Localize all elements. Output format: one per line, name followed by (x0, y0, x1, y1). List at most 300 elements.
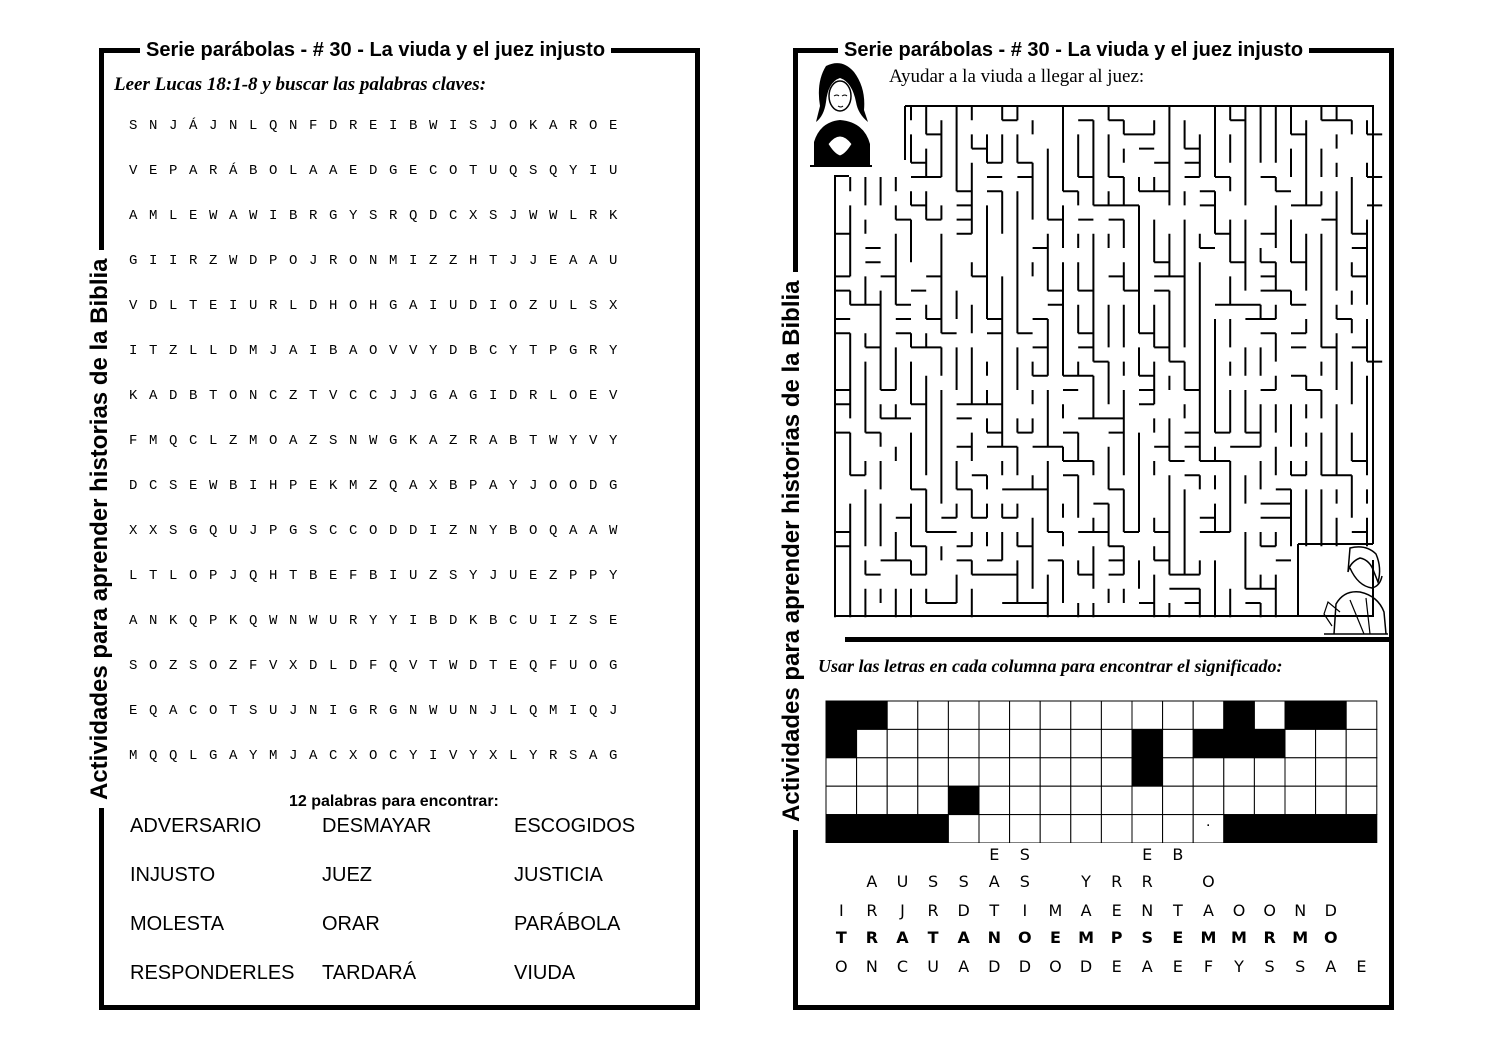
grid-letter[interactable]: E (189, 208, 198, 224)
grid-letter[interactable]: A (309, 163, 318, 179)
grid-letter[interactable]: S (329, 433, 338, 449)
grid-letter[interactable]: I (429, 523, 438, 539)
grid-letter[interactable]: S (169, 478, 178, 494)
grid-letter[interactable]: A (229, 208, 238, 224)
grid-letter[interactable]: R (569, 118, 578, 134)
answer-cell[interactable] (1101, 729, 1132, 757)
answer-cell[interactable] (857, 729, 888, 757)
grid-letter[interactable]: S (529, 163, 538, 179)
grid-letter[interactable]: V (269, 658, 278, 674)
grid-letter[interactable]: Z (449, 523, 458, 539)
answer-cell[interactable] (887, 729, 918, 757)
grid-letter[interactable]: I (489, 298, 498, 314)
grid-letter[interactable]: Y (469, 748, 478, 764)
grid-letter[interactable]: Q (189, 613, 198, 629)
answer-cell[interactable] (1224, 758, 1255, 786)
grid-letter[interactable]: L (129, 568, 138, 584)
grid-letter[interactable]: A (409, 298, 418, 314)
grid-letter[interactable]: G (569, 343, 578, 359)
grid-letter[interactable]: U (229, 523, 238, 539)
answer-cell[interactable] (887, 701, 918, 729)
grid-letter[interactable]: D (449, 613, 458, 629)
answer-cell[interactable] (1193, 758, 1224, 786)
grid-letter[interactable]: W (529, 208, 538, 224)
grid-letter[interactable]: G (349, 703, 358, 719)
grid-letter[interactable]: O (289, 253, 298, 269)
grid-letter[interactable]: T (149, 343, 158, 359)
grid-letter[interactable]: E (309, 478, 318, 494)
grid-letter[interactable]: L (169, 208, 178, 224)
grid-letter[interactable]: E (369, 118, 378, 134)
answer-cell[interactable] (1010, 701, 1041, 729)
grid-letter[interactable]: C (189, 433, 198, 449)
grid-letter[interactable]: Z (209, 253, 218, 269)
grid-letter[interactable]: B (489, 613, 498, 629)
grid-letter[interactable]: O (569, 478, 578, 494)
grid-letter[interactable]: E (209, 298, 218, 314)
grid-letter[interactable]: S (469, 118, 478, 134)
grid-letter[interactable]: W (429, 118, 438, 134)
grid-letter[interactable]: I (449, 118, 458, 134)
grid-letter[interactable]: Q (209, 523, 218, 539)
grid-letter[interactable]: W (209, 208, 218, 224)
grid-letter[interactable]: T (529, 343, 538, 359)
answer-cell[interactable] (1040, 815, 1071, 843)
grid-letter[interactable]: O (229, 388, 238, 404)
grid-letter[interactable]: G (609, 748, 618, 764)
grid-letter[interactable]: Y (529, 748, 538, 764)
answer-cell[interactable] (857, 786, 888, 814)
grid-letter[interactable]: Y (569, 163, 578, 179)
answer-cell[interactable] (1346, 758, 1377, 786)
grid-letter[interactable]: O (189, 568, 198, 584)
grid-letter[interactable]: Q (249, 568, 258, 584)
grid-letter[interactable]: E (189, 478, 198, 494)
grid-letter[interactable]: I (409, 613, 418, 629)
grid-letter[interactable]: K (329, 478, 338, 494)
grid-letter[interactable]: Q (169, 433, 178, 449)
grid-letter[interactable]: L (169, 568, 178, 584)
grid-letter[interactable]: O (209, 703, 218, 719)
grid-letter[interactable]: E (609, 613, 618, 629)
grid-letter[interactable]: J (169, 118, 178, 134)
grid-letter[interactable]: T (469, 163, 478, 179)
grid-letter[interactable]: E (549, 253, 558, 269)
grid-letter[interactable]: W (269, 613, 278, 629)
grid-letter[interactable]: O (529, 523, 538, 539)
grid-letter[interactable]: Q (529, 703, 538, 719)
grid-letter[interactable]: N (149, 118, 158, 134)
answer-cell[interactable] (948, 701, 979, 729)
grid-letter[interactable]: Q (509, 163, 518, 179)
grid-letter[interactable]: T (209, 388, 218, 404)
grid-letter[interactable]: O (269, 433, 278, 449)
grid-letter[interactable]: T (289, 568, 298, 584)
grid-letter[interactable]: F (349, 568, 358, 584)
grid-letter[interactable]: J (489, 118, 498, 134)
grid-letter[interactable]: F (249, 658, 258, 674)
grid-letter[interactable]: I (169, 253, 178, 269)
grid-letter[interactable]: R (529, 388, 538, 404)
grid-letter[interactable]: U (449, 298, 458, 314)
grid-letter[interactable]: Q (389, 658, 398, 674)
grid-letter[interactable]: O (509, 118, 518, 134)
grid-letter[interactable]: N (309, 703, 318, 719)
grid-letter[interactable]: H (329, 298, 338, 314)
grid-letter[interactable]: W (449, 658, 458, 674)
grid-letter[interactable]: C (329, 523, 338, 539)
grid-letter[interactable]: V (409, 343, 418, 359)
grid-letter[interactable]: N (469, 523, 478, 539)
grid-letter[interactable]: I (429, 298, 438, 314)
grid-letter[interactable]: S (449, 568, 458, 584)
answer-cell[interactable] (1071, 701, 1102, 729)
grid-letter[interactable]: B (469, 343, 478, 359)
grid-letter[interactable]: N (409, 703, 418, 719)
grid-letter[interactable]: P (269, 253, 278, 269)
grid-letter[interactable]: C (349, 388, 358, 404)
grid-letter[interactable]: D (129, 478, 138, 494)
grid-letter[interactable]: G (429, 388, 438, 404)
answer-cell[interactable] (1010, 815, 1041, 843)
grid-letter[interactable]: R (369, 703, 378, 719)
grid-letter[interactable]: U (409, 568, 418, 584)
answer-cell[interactable] (979, 729, 1010, 757)
grid-letter[interactable]: S (249, 703, 258, 719)
grid-letter[interactable]: J (529, 478, 538, 494)
grid-letter[interactable]: J (289, 703, 298, 719)
grid-letter[interactable]: N (349, 433, 358, 449)
grid-letter[interactable]: J (389, 388, 398, 404)
grid-letter[interactable]: D (509, 388, 518, 404)
answer-cell[interactable] (1316, 786, 1347, 814)
grid-letter[interactable]: A (409, 478, 418, 494)
grid-letter[interactable]: B (509, 433, 518, 449)
grid-letter[interactable]: L (329, 658, 338, 674)
grid-letter[interactable]: C (429, 163, 438, 179)
grid-letter[interactable]: Y (469, 568, 478, 584)
grid-letter[interactable]: P (169, 163, 178, 179)
grid-letter[interactable]: D (229, 343, 238, 359)
grid-letter[interactable]: Z (229, 658, 238, 674)
grid-letter[interactable]: Y (509, 343, 518, 359)
grid-letter[interactable]: A (229, 748, 238, 764)
grid-letter[interactable]: J (289, 748, 298, 764)
answer-cell[interactable] (1101, 758, 1132, 786)
grid-letter[interactable]: X (469, 208, 478, 224)
grid-letter[interactable]: S (129, 658, 138, 674)
answer-cell[interactable] (1132, 701, 1163, 729)
grid-letter[interactable]: L (509, 748, 518, 764)
grid-letter[interactable]: P (289, 478, 298, 494)
grid-letter[interactable]: R (329, 253, 338, 269)
grid-letter[interactable]: Y (569, 433, 578, 449)
answer-cell[interactable] (948, 758, 979, 786)
answer-cell[interactable] (1071, 758, 1102, 786)
grid-letter[interactable]: V (609, 388, 618, 404)
grid-letter[interactable]: N (249, 388, 258, 404)
grid-letter[interactable]: V (329, 388, 338, 404)
answer-cell[interactable] (1163, 758, 1194, 786)
grid-letter[interactable]: U (329, 613, 338, 629)
grid-letter[interactable]: E (589, 388, 598, 404)
answer-cell[interactable] (1193, 701, 1224, 729)
grid-letter[interactable]: Á (229, 163, 238, 179)
grid-letter[interactable]: T (189, 298, 198, 314)
answer-cell[interactable] (1010, 758, 1041, 786)
answer-cell[interactable] (1254, 786, 1285, 814)
grid-letter[interactable]: Q (169, 748, 178, 764)
grid-letter[interactable]: O (269, 163, 278, 179)
grid-letter[interactable]: A (169, 703, 178, 719)
answer-cell[interactable] (1254, 701, 1285, 729)
grid-letter[interactable]: E (609, 118, 618, 134)
grid-letter[interactable]: J (409, 388, 418, 404)
grid-letter[interactable]: Y (609, 343, 618, 359)
grid-letter[interactable]: V (589, 433, 598, 449)
grid-letter[interactable]: T (149, 568, 158, 584)
grid-letter[interactable]: H (269, 478, 278, 494)
grid-letter[interactable]: E (329, 568, 338, 584)
grid-letter[interactable]: M (549, 703, 558, 719)
grid-letter[interactable]: X (349, 748, 358, 764)
grid-letter[interactable]: B (449, 478, 458, 494)
grid-letter[interactable]: V (129, 298, 138, 314)
grid-letter[interactable]: I (489, 388, 498, 404)
grid-letter[interactable]: A (549, 118, 558, 134)
grid-letter[interactable]: D (589, 478, 598, 494)
answer-cell[interactable] (918, 786, 949, 814)
grid-letter[interactable]: G (329, 208, 338, 224)
grid-letter[interactable]: X (429, 478, 438, 494)
grid-letter[interactable]: Z (449, 253, 458, 269)
grid-letter[interactable]: G (389, 433, 398, 449)
grid-letter[interactable]: S (309, 523, 318, 539)
answer-cell[interactable] (887, 786, 918, 814)
grid-letter[interactable]: I (389, 568, 398, 584)
grid-letter[interactable]: Z (169, 658, 178, 674)
answer-cell[interactable] (1163, 729, 1194, 757)
grid-letter[interactable]: G (389, 298, 398, 314)
grid-letter[interactable]: I (429, 748, 438, 764)
grid-letter[interactable]: I (569, 703, 578, 719)
answer-cell[interactable] (1346, 786, 1377, 814)
grid-letter[interactable]: C (349, 523, 358, 539)
answer-cell[interactable] (1040, 729, 1071, 757)
grid-letter[interactable]: D (149, 298, 158, 314)
grid-letter[interactable]: W (549, 433, 558, 449)
grid-letter[interactable]: A (489, 433, 498, 449)
answer-cell[interactable] (1010, 786, 1041, 814)
grid-letter[interactable]: P (549, 343, 558, 359)
grid-letter[interactable]: G (189, 523, 198, 539)
grid-letter[interactable]: T (489, 253, 498, 269)
grid-letter[interactable]: Y (609, 433, 618, 449)
grid-letter[interactable]: I (329, 703, 338, 719)
grid-letter[interactable]: I (229, 298, 238, 314)
grid-letter[interactable]: A (349, 343, 358, 359)
grid-letter[interactable]: L (249, 118, 258, 134)
answer-cell[interactable] (1163, 786, 1194, 814)
grid-letter[interactable]: S (369, 208, 378, 224)
grid-letter[interactable]: C (449, 208, 458, 224)
grid-letter[interactable]: A (429, 433, 438, 449)
grid-letter[interactable]: I (409, 253, 418, 269)
grid-letter[interactable]: U (509, 568, 518, 584)
answer-cell[interactable] (1316, 758, 1347, 786)
grid-letter[interactable]: K (409, 433, 418, 449)
grid-letter[interactable]: O (589, 658, 598, 674)
grid-letter[interactable]: G (389, 163, 398, 179)
grid-letter[interactable]: I (309, 343, 318, 359)
grid-letter[interactable]: F (129, 433, 138, 449)
grid-letter[interactable]: U (609, 163, 618, 179)
grid-letter[interactable]: Z (169, 343, 178, 359)
grid-letter[interactable]: T (429, 658, 438, 674)
grid-letter[interactable]: D (369, 163, 378, 179)
grid-letter[interactable]: X (289, 658, 298, 674)
grid-letter[interactable]: I (589, 163, 598, 179)
answer-cell[interactable] (918, 729, 949, 757)
grid-letter[interactable]: Q (249, 613, 258, 629)
grid-letter[interactable]: Q (409, 208, 418, 224)
grid-letter[interactable]: Z (309, 433, 318, 449)
answer-cell[interactable] (1193, 786, 1224, 814)
grid-letter[interactable]: S (169, 523, 178, 539)
grid-letter[interactable]: C (369, 388, 378, 404)
grid-letter[interactable]: H (269, 568, 278, 584)
grid-letter[interactable]: A (569, 253, 578, 269)
grid-letter[interactable]: V (129, 163, 138, 179)
grid-letter[interactable]: W (249, 208, 258, 224)
grid-letter[interactable]: X (129, 523, 138, 539)
answer-cell[interactable] (918, 701, 949, 729)
answer-cell[interactable] (1132, 786, 1163, 814)
grid-letter[interactable]: L (169, 298, 178, 314)
grid-letter[interactable]: E (149, 163, 158, 179)
grid-letter[interactable]: A (149, 388, 158, 404)
answer-cell[interactable] (1040, 758, 1071, 786)
answer-cell[interactable] (1254, 758, 1285, 786)
grid-letter[interactable]: T (489, 658, 498, 674)
grid-letter[interactable]: I (249, 478, 258, 494)
grid-letter[interactable]: A (589, 748, 598, 764)
grid-letter[interactable]: L (569, 298, 578, 314)
answer-cell[interactable] (857, 758, 888, 786)
grid-letter[interactable]: G (209, 748, 218, 764)
answer-cell[interactable] (979, 701, 1010, 729)
answer-cell[interactable] (1071, 729, 1102, 757)
grid-letter[interactable]: D (329, 118, 338, 134)
grid-letter[interactable]: T (529, 433, 538, 449)
grid-letter[interactable]: A (289, 343, 298, 359)
grid-letter[interactable]: Z (369, 478, 378, 494)
grid-letter[interactable]: Z (289, 388, 298, 404)
grid-letter[interactable]: E (409, 163, 418, 179)
grid-letter[interactable]: Z (569, 613, 578, 629)
grid-letter[interactable]: V (409, 658, 418, 674)
grid-letter[interactable]: A (309, 748, 318, 764)
grid-letter[interactable]: L (549, 388, 558, 404)
grid-letter[interactable]: Z (529, 298, 538, 314)
grid-letter[interactable]: Q (529, 658, 538, 674)
grid-letter[interactable]: L (209, 343, 218, 359)
grid-letter[interactable]: H (469, 253, 478, 269)
grid-letter[interactable]: K (469, 613, 478, 629)
grid-letter[interactable]: N (469, 703, 478, 719)
grid-letter[interactable]: J (489, 703, 498, 719)
grid-letter[interactable]: X (609, 298, 618, 314)
grid-letter[interactable]: S (189, 658, 198, 674)
grid-letter[interactable]: D (409, 523, 418, 539)
grid-letter[interactable]: Q (389, 478, 398, 494)
answer-cell[interactable] (1346, 729, 1377, 757)
grid-letter[interactable]: S (589, 298, 598, 314)
grid-letter[interactable]: M (129, 748, 138, 764)
grid-letter[interactable]: C (489, 343, 498, 359)
grid-letter[interactable]: B (309, 568, 318, 584)
grid-letter[interactable]: Y (369, 613, 378, 629)
grid-letter[interactable]: V (389, 343, 398, 359)
answer-cell[interactable] (948, 729, 979, 757)
grid-letter[interactable]: B (289, 208, 298, 224)
grid-letter[interactable]: Q (149, 748, 158, 764)
grid-letter[interactable]: Z (549, 568, 558, 584)
answer-cell[interactable] (1316, 729, 1347, 757)
grid-letter[interactable]: O (349, 253, 358, 269)
grid-letter[interactable]: R (209, 163, 218, 179)
grid-letter[interactable]: R (189, 253, 198, 269)
grid-letter[interactable]: Y (389, 613, 398, 629)
grid-letter[interactable]: D (469, 658, 478, 674)
answer-cell[interactable] (918, 758, 949, 786)
grid-letter[interactable]: L (189, 343, 198, 359)
answer-cell[interactable] (979, 815, 1010, 843)
grid-letter[interactable]: D (349, 658, 358, 674)
grid-letter[interactable]: M (349, 478, 358, 494)
grid-letter[interactable]: R (269, 298, 278, 314)
grid-letter[interactable]: R (349, 613, 358, 629)
grid-letter[interactable]: U (269, 703, 278, 719)
grid-letter[interactable]: F (369, 658, 378, 674)
grid-letter[interactable]: L (209, 433, 218, 449)
grid-letter[interactable]: Q (589, 703, 598, 719)
grid-letter[interactable]: O (589, 118, 598, 134)
grid-letter[interactable]: I (549, 613, 558, 629)
grid-letter[interactable]: D (309, 658, 318, 674)
grid-letter[interactable]: B (249, 163, 258, 179)
grid-letter[interactable]: K (529, 118, 538, 134)
grid-letter[interactable]: N (149, 613, 158, 629)
grid-letter[interactable]: Z (429, 568, 438, 584)
grid-letter[interactable]: L (189, 748, 198, 764)
grid-letter[interactable]: R (349, 118, 358, 134)
answer-cell[interactable] (1132, 815, 1163, 843)
grid-letter[interactable]: B (329, 343, 338, 359)
grid-letter[interactable]: U (249, 298, 258, 314)
grid-letter[interactable]: O (369, 748, 378, 764)
grid-letter[interactable]: P (569, 568, 578, 584)
grid-letter[interactable]: X (489, 748, 498, 764)
grid-letter[interactable]: N (289, 613, 298, 629)
grid-letter[interactable]: O (509, 298, 518, 314)
answer-cell[interactable] (1285, 729, 1316, 757)
grid-letter[interactable]: K (169, 613, 178, 629)
grid-letter[interactable]: W (429, 703, 438, 719)
answer-cell[interactable] (979, 758, 1010, 786)
answer-cell[interactable] (887, 758, 918, 786)
grid-letter[interactable]: K (609, 208, 618, 224)
